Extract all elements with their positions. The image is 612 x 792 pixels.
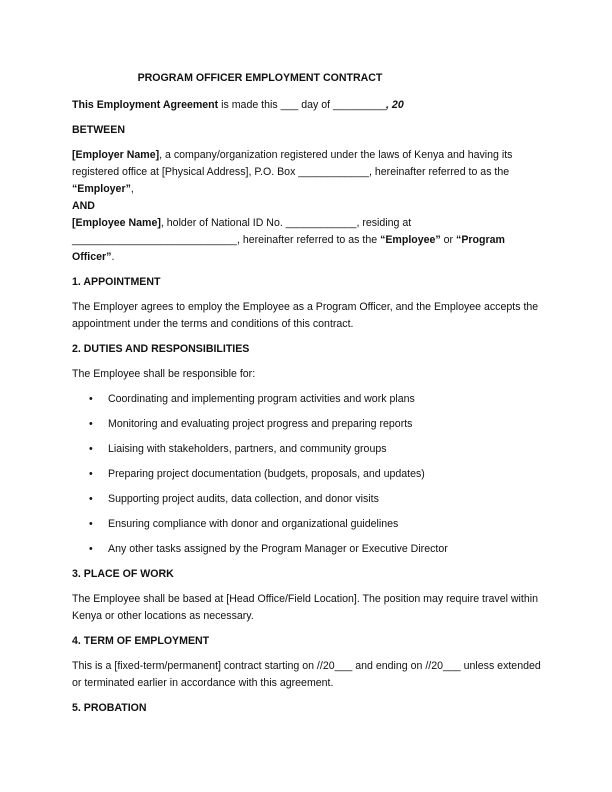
section-4-text: This is a [fixed-term/permanent] contract starting on //20___ and ending on //20___ unless extended or terminated earlier in accordance with this agreement.	[72, 660, 541, 689]
employer-paragraph	[72, 147, 542, 198]
list-item-text: Liaising with stakeholders, partners, and community groups	[108, 443, 387, 455]
section-2-intro: The Employee shall be responsible for:	[72, 368, 256, 380]
bullet-icon: •	[89, 393, 93, 405]
section-3-text: The Employee shall be based at [Head Office/Field Location]. The position may require travel within Kenya or other locations as necessary.	[72, 593, 538, 622]
list-item	[72, 391, 542, 416]
employer-ref: “Employer”	[72, 183, 131, 195]
bullet-icon: •	[89, 518, 93, 530]
list-item-text: Ensuring compliance with donor and organizational guidelines	[108, 518, 399, 530]
list-item	[72, 441, 542, 466]
employee-end: .	[111, 251, 115, 263]
employer-text: , a company/organization registered under the laws of Kenya and having its registered office at [Physical Address], P.O. Box ____________, hereinafter referred to as the	[72, 149, 513, 178]
bullet-icon: •	[89, 493, 93, 505]
and-heading: AND	[72, 200, 95, 212]
intro-year: , 20	[386, 99, 404, 111]
employee-name: [Employee Name]	[72, 217, 161, 229]
intro-text: is made this ___ day of _________	[218, 99, 387, 111]
intro-bold: This Employment Agreement	[72, 99, 219, 111]
bullet-icon: •	[89, 418, 93, 430]
list-item-text: Supporting project audits, data collection, and donor visits	[108, 493, 379, 505]
list-item-text: Coordinating and implementing program activities and work plans	[108, 393, 415, 405]
employer-name: [Employer Name]	[72, 149, 160, 161]
list-item-text: Monitoring and evaluating project progress and preparing reports	[108, 418, 413, 430]
list-item	[72, 466, 542, 491]
section-4-heading: 4. TERM OF EMPLOYMENT	[72, 635, 210, 647]
employee-ref: “Employee”	[380, 234, 441, 246]
employee-text: , holder of National ID No. ____________, residing at ____________________________, hereinafter referred to as the	[72, 217, 412, 246]
intro-line	[72, 97, 542, 114]
list-item-text: Preparing project documentation (budgets, proposals, and updates)	[108, 468, 425, 480]
program-officer-ref: “Program Officer”	[72, 234, 505, 263]
list-item	[72, 516, 542, 541]
bullet-icon: •	[89, 543, 93, 555]
section-1-text: The Employer agrees to employ the Employee as a Program Officer, and the Employee accepts the appointment under the terms and conditions of this contract.	[72, 301, 539, 330]
employee-or: or	[440, 234, 457, 246]
section-3-heading: 3. PLACE OF WORK	[72, 568, 174, 580]
list-item	[72, 416, 542, 441]
bullet-icon: •	[89, 468, 93, 480]
document-title: PROGRAM OFFICER EMPLOYMENT CONTRACT	[137, 72, 383, 84]
section-1-heading: 1. APPOINTMENT	[72, 276, 161, 288]
list-item-text: Any other tasks assigned by the Program Manager or Executive Director	[108, 543, 448, 555]
section-2-heading: 2. DUTIES AND RESPONSIBILITIES	[72, 343, 250, 355]
section-5-heading: 5. PROBATION	[72, 702, 147, 714]
list-item	[72, 491, 542, 516]
employer-end: ,	[130, 183, 134, 195]
bullet-icon: •	[89, 443, 93, 455]
duties-list	[72, 391, 542, 566]
employee-paragraph	[72, 215, 542, 266]
list-item	[72, 541, 542, 566]
between-heading: BETWEEN	[72, 124, 125, 136]
